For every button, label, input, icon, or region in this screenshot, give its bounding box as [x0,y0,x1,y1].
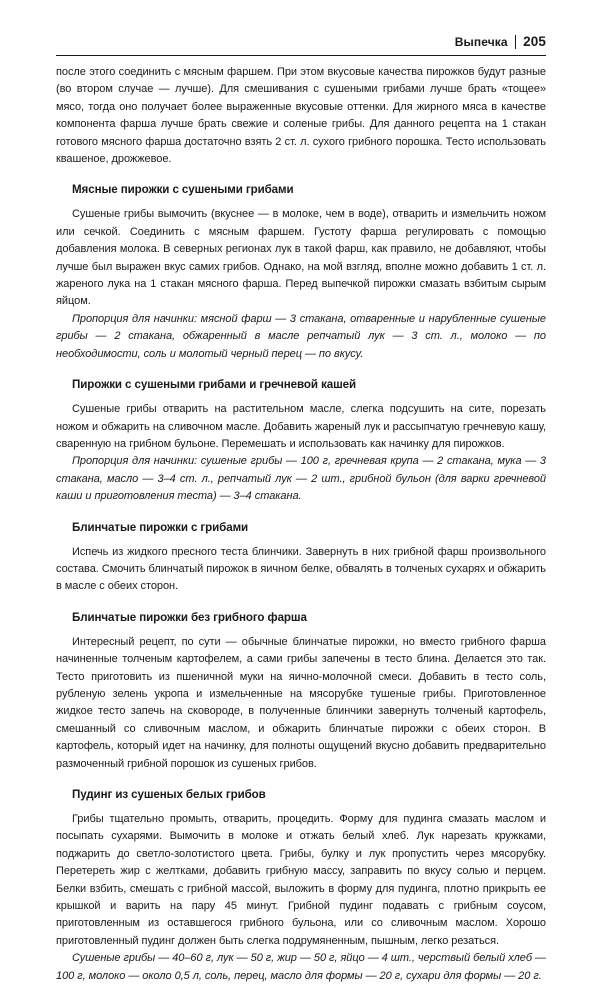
section-body-buckwheat-pies: Сушеные грибы отварить на растительном масле, слегка подсушить на сите, порезать ножом и обжарить на сливочном масле. Добавить жареный лук и рассыпчатую гречневую кашу, сваренную на грибном бульоне. Перемешать и использовать как начинку для пирожков. [56,403,546,450]
section-title-pancake-pies: Блинчатые пирожки с грибами [72,520,249,534]
section-body-meat-pies: Сушеные грибы вымочить (вкуснее — в молоке, чем в воде), отварить и измельчить ножом или сечкой. Соединить с мясным фаршем. Густоту фарша регулировать с помощью добавления молока. В северных регионах лук в такой фарш, как правило, не добавляют, чтобы лучше был выражен вкус самих грибов. Однако, на мой взгляд, вполне можно добавить 1 ст. л. жареного лука на 1 стакан мясного фарша. Перед выпечкой пирожки смазать взбитым сырым яйцом. [56,208,546,308]
header-separator [515,35,517,49]
header-rule [56,55,546,56]
running-header [455,34,546,49]
running-header-section: Выпечка [454,34,508,49]
intro-paragraph: после этого соединить с мясным фаршем. При этом вкусовые качества пирожков будут разные (во втором случае — лучше). Для смешивания с сушеными грибами лучше брать «тощее» мясо, тогда оно получает более выраженные вкусовые оттенки. Для жирного мяса в качестве компонента фарша лучше брать свежие и соленые грибы. Для данного рецепта на 1 стакан готового мясного фарша достаточно взять 2 ст. л. сухого грибного порошка. Тесто использовать квашеное, дрожжевое. [56,66,546,166]
section-proportion-pudding: Сушеные грибы — 40–60 г, лук — 50 г, жир — 50 г, яйцо — 4 шт., черствый белый хлеб — 100 г, молоко — около 0,5 л, соль, перец, масло для формы — 20 г, сухари для формы — 20 г. [56,952,546,982]
book-page [56,0,546,982]
page-number: 205 [523,34,546,49]
section-body-pancake-pies: Испечь из жидкого пресного теста блинчики. Завернуть в них грибной фарш произвольного состава. Смочить блинчатый пирожок в яичном белке, обвалять в толченых сухарях и обжарить в масле с обеих сторон. [56,545,546,593]
section-title-buckwheat-pies: Пирожки с сушеными грибами и гречневой кашей [72,378,357,392]
section-proportion-meat-pies: Пропорция для начинки: мясной фарш — 3 стакана, отваренные и нарубленные сушеные грибы — 2 стакана, обжаренный в масле репчатый лук — 3 ст. л., молоко — по необходимости, соль и молотый черный перец — по вкусу. [56,312,546,360]
section-title-pudding: Пудинг из сушеных белых грибов [72,788,266,801]
section-title-meat-pies: Мясные пирожки с сушеными грибами [72,183,294,197]
section-proportion-buckwheat-pies: Пропорция для начинки: сушеные грибы — 100 г, гречневая крупа — 2 стакана, мука — 3 стакана, масло — 3–4 ст. л., репчатый лук — 2 шт., грибной бульон (для варки гречневой каши и приготовления теста) — 3–4 стакана. [56,455,546,503]
section-title-pancake-pies-no-filling: Блинчатые пирожки без грибного фарша [72,610,307,624]
section-body-pancake-pies-no-filling: Интересный рецепт, по сути — обычные блинчатые пирожки, но вместо грибного фарша начиненные толченым картофелем, а сами грибы запечены в тесто блина. Делается это так. Тесто приготовить из пшеничной муки на яично-молочной смеси. Добавить в тесто соль, рубленую зелень укропа и измельченные на мясорубке тушеные грибы. Приготовленное жидкое тесто запечь на сковороде, в полученные блинчики завернуть толченый картофель, смешанный со сливочным маслом, и обжарить блинчатые пирожки с обеих сторон. В картофель, который идет на начинку, для полноты ощущений вкусно добавить предварительно размоченный грибной порошок из сушеных грибов. [56,635,546,770]
section-body-pudding: Грибы тщательно промыть, отварить, процедить. Форму для пудинга смазать маслом и посыпать сухарями. Вымочить в молоке и отжать белый хлеб. Лук нарезать кружками, поджарить до светло-золотистого цвета. Грибы, булку и лук пропустить через мясорубку. Перетереть жир с желтками, добавить грибную массу, заправить по вкусу солью и перцем. Белки взбить, смешать с грибной массой, выложить в форму для пудинга, плотно прикрыть ее крышкой и варить на пару 45 минут. Грибной пудинг подавать с грибным соусом, приготовленным из оставшегося грибного бульона, или со сливочным маслом. Хорошо приготовленный пудинг должен быть слегка подрумяненным, пышным, легко резаться. [56,813,546,947]
page-content [56,64,546,985]
